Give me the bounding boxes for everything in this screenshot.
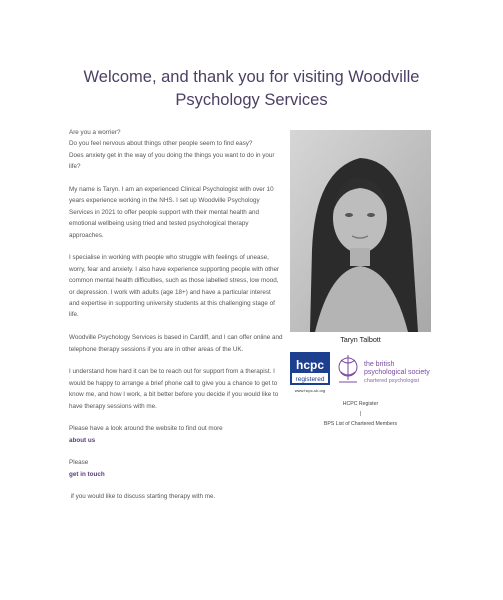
separator: | xyxy=(359,410,362,417)
profile-name: Taryn Talbott xyxy=(340,335,381,344)
intro-q3: Does anxiety get in the way of you doing the things you want to do in your life? xyxy=(69,151,275,171)
look-around-text: Please have a look around the website to find out more xyxy=(69,425,223,433)
hcpc-url: www.hcpc-uk.org xyxy=(294,388,326,393)
hcpc-mark: hcpc xyxy=(295,358,325,372)
please-text: Please xyxy=(69,459,89,467)
intro-q1: Are you a worrier? xyxy=(69,129,121,136)
closing-text: if you would like to discuss starting therapy with me. xyxy=(70,493,216,501)
bps-line-3: chartered psychologist xyxy=(364,378,420,384)
hcpc-logo xyxy=(290,352,330,394)
page-title xyxy=(0,66,503,112)
contact-paragraph: I understand how hard it can be to reach out for support from a therapist. I would be happy to arrange a brief phone call to give you a chance to get to know me, and how I work, a bit better before you decide if you would like to have therapy sessions with me. xyxy=(69,368,279,410)
about-us-link[interactable]: about us xyxy=(69,436,96,444)
hcpc-registered-label: registered xyxy=(295,376,325,383)
portrait-image xyxy=(290,130,431,332)
title-line-2: Psychology Services xyxy=(175,91,328,109)
about-paragraph: My name is Taryn. I am an experienced Clinical Psychologist with over 10 years experience working in the NHS. I set up Woodville Psychology Services in 2021 to offer people support with their mental health and emotional wellbeing using tried and tested psychological therapy approaches. xyxy=(69,186,274,239)
bps-line-1: the british xyxy=(364,361,395,368)
hcpc-register-text: HCPC Register xyxy=(342,401,379,407)
location-paragraph: Woodville Psychology Services is based in Cardiff, and I can offer online and telephone therapy sessions if you are in other areas of the UK. xyxy=(69,334,283,353)
intro-q2: Do you feel nervous about things other people seem to find easy? xyxy=(69,140,253,148)
bps-list-text: BPS List of Chartered Members xyxy=(323,420,398,427)
specialism-paragraph: I specialise in working with people who struggle with feelings of unease, worry, fear and anxiety. I also have experience supporting people with other common mental health difficulties, such as those labelled stress, low mood, or depression. I work with adults (age 18+) and have a particular interest and expertise in supporting university students at this challenging stage of life. xyxy=(69,254,280,319)
bps-line-2: psychological society xyxy=(364,369,430,376)
title-line-1: Welcome, and thank you for visiting Woodville xyxy=(83,68,420,86)
intro-questions xyxy=(69,127,283,173)
profile-photo xyxy=(290,130,431,332)
registrations xyxy=(290,400,431,429)
get-in-touch-link[interactable]: get in touch xyxy=(69,470,105,478)
bps-logo xyxy=(336,352,432,388)
main-content xyxy=(69,127,283,514)
